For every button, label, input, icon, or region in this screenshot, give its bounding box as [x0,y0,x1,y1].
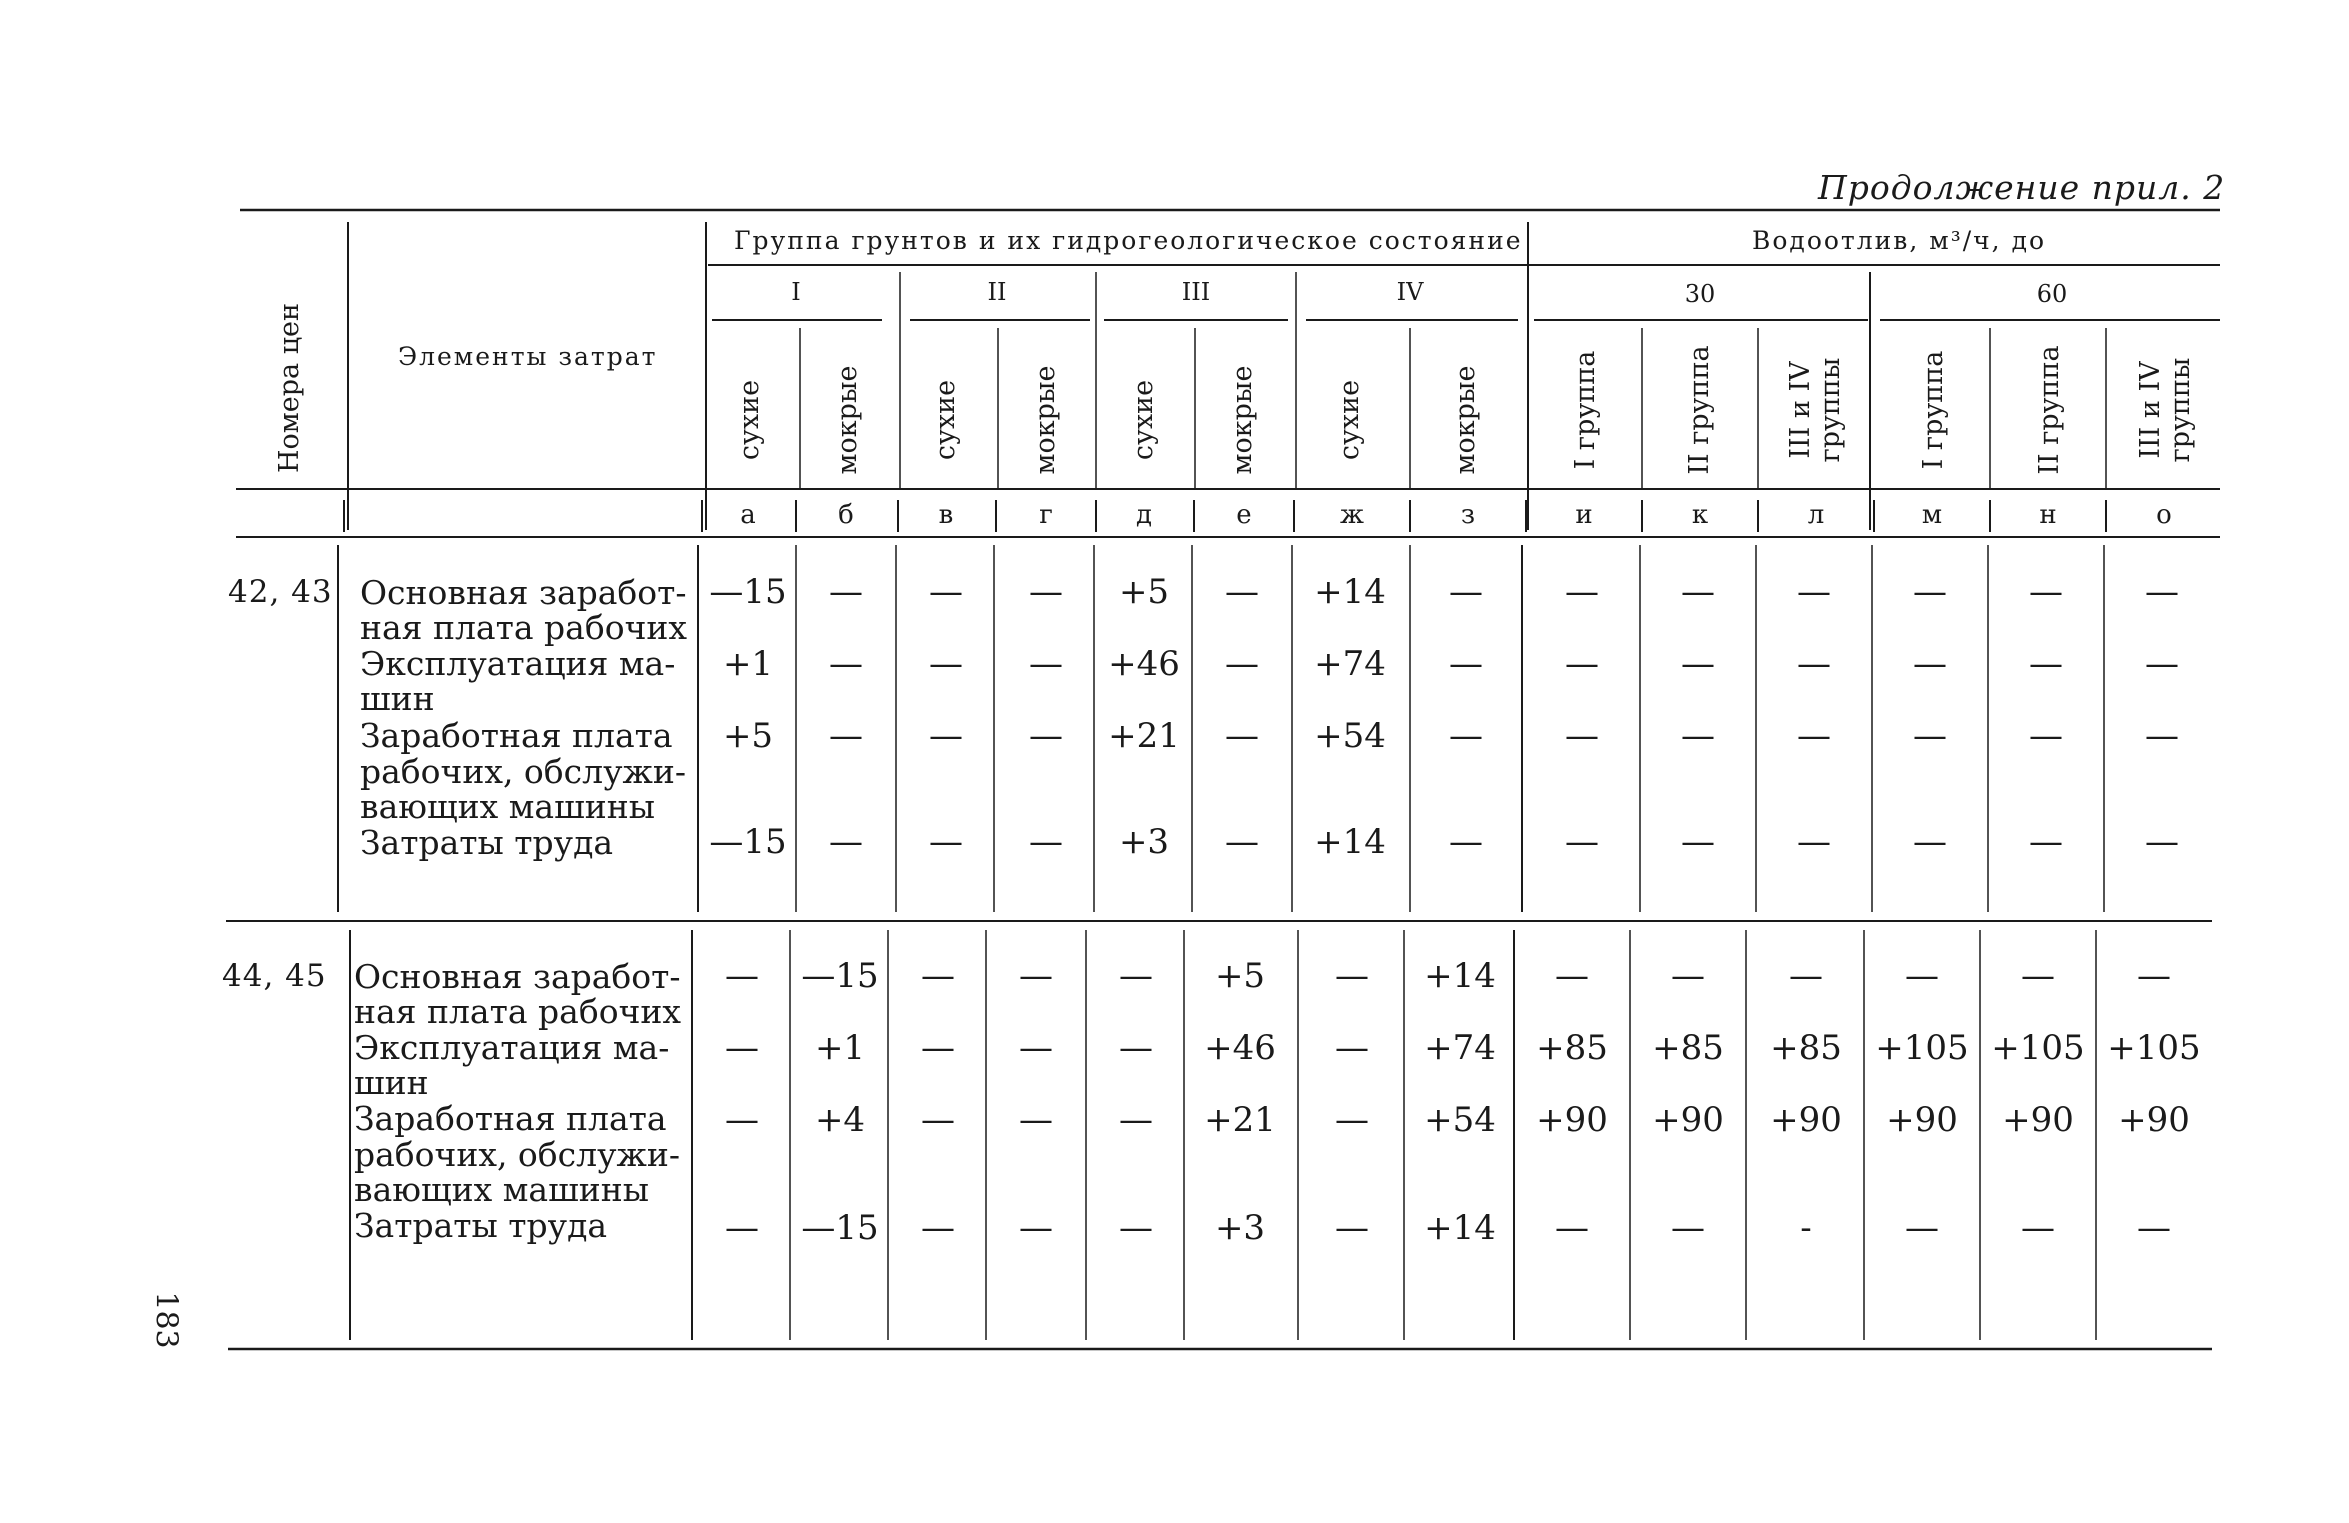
soil-group-heading: Группа грунтов и их гидрогеологическое состояние [734,226,1523,255]
table-cell: — [1565,572,1599,612]
table-cell: — [1905,1208,1939,1248]
table-cell: — [1029,644,1063,684]
table-cell: — [929,644,963,684]
table-cell: —15 [709,822,787,862]
table-cell: +3 [1118,822,1170,862]
table-cell: — [921,956,955,996]
table-cell: — [1335,1100,1369,1140]
table-cell: — [2145,644,2179,684]
table-cell: — [1681,644,1715,684]
table-cell: —15 [801,1208,879,1248]
cost-element-text: рабочих, обслужи- [360,752,687,791]
table-cell: — [829,716,863,756]
table-cell: +90 [2002,1100,2074,1140]
cost-element-text: шин [360,679,435,718]
table-cell: — [1565,716,1599,756]
page-number: 183 [148,1291,184,1349]
cost-element-text: вающих машины [360,787,656,826]
table-cell: — [1681,572,1715,612]
column-letter: ж [1340,500,1364,530]
table-cell: +90 [1652,1100,1724,1140]
table-cell: — [1797,822,1831,862]
table-cell: — [1029,716,1063,756]
table-cell: +1 [814,1028,866,1068]
table-cell: +46 [1204,1028,1276,1068]
table-cell: +3 [1214,1208,1266,1248]
table-cell: +74 [1314,644,1386,684]
cost-element-text: вающих машины [354,1170,650,1209]
table-cell: +85 [1536,1028,1608,1068]
table-cell: — [1225,572,1259,612]
table-cell: — [2137,1208,2171,1248]
cost-element-text: шин [354,1063,429,1102]
table-cell: +105 [1875,1028,1969,1068]
table-cell: — [2029,716,2063,756]
cost-element-text: Основная заработ- [354,957,681,996]
table-cell: +14 [1314,822,1386,862]
cost-element-text: Эксплуатация ма- [360,644,676,683]
table-cell: — [1225,716,1259,756]
drainage-group-heading: II группа [1684,345,1715,475]
table-cell: — [1797,572,1831,612]
soil-state-heading: сухие [1128,379,1159,461]
table-cell: +85 [1652,1028,1724,1068]
table-cell: — [2029,572,2063,612]
table-cell: — [2021,956,2055,996]
table-cell: +5 [1118,572,1170,612]
table-cell: +14 [1424,1208,1496,1248]
table-cell: +14 [1424,956,1496,996]
table-cell: — [1913,716,1947,756]
soil-state-heading: мокрые [1450,365,1481,475]
table-cell: — [2145,716,2179,756]
table-cell: +54 [1424,1100,1496,1140]
table-cell: — [1913,572,1947,612]
table-cell: — [1449,644,1483,684]
block2-price-number: 44, 45 [222,958,327,994]
table-cell: +90 [1536,1100,1608,1140]
continuation-title: Продолжение прил. 2 [1818,168,2226,207]
column-letter: л [1807,500,1825,530]
drainage-group-heading: III и IV группы [1785,357,1846,463]
table-cell: +105 [1991,1028,2085,1068]
column-letter: б [838,500,854,530]
cost-element-text: Затраты труда [354,1206,608,1245]
table-cell: — [1335,1208,1369,1248]
table-cell: — [1681,716,1715,756]
table-cell: +4 [814,1100,866,1140]
table-cell: +46 [1108,644,1180,684]
column-letter: и [1575,500,1593,530]
table-cell: — [1335,956,1369,996]
cost-element-text: ная плата рабочих [354,992,681,1031]
column-letter: е [1236,500,1252,530]
column-letter: в [938,500,954,530]
cost-element-text: рабочих, обслужи- [354,1135,681,1174]
table-cell: +5 [1214,956,1266,996]
table-cell: — [921,1100,955,1140]
soil-state-heading: мокрые [1227,365,1258,475]
table-cell: +14 [1314,572,1386,612]
table-cell: — [1225,822,1259,862]
soil-state-heading: мокрые [1030,365,1061,475]
table-cell: — [1671,956,1705,996]
table-cell: —15 [709,572,787,612]
drainage-heading: Водоотлив, м³/ч, до [1752,226,2047,255]
table-cell: — [829,822,863,862]
soil-group-numeral: II [987,278,1007,306]
cost-element-text: Заработная плата [360,716,673,755]
table-cell: — [1789,956,1823,996]
table-cell: — [1029,572,1063,612]
table-cell: +90 [1770,1100,1842,1140]
table-cell: — [1019,956,1053,996]
table-cell: — [929,822,963,862]
column-letter: д [1135,500,1153,530]
cost-element-text: Заработная плата [354,1099,667,1138]
table-cell: +5 [722,716,774,756]
cost-element-text: Основная заработ- [360,573,687,612]
column-letter: г [1039,500,1053,530]
table-cell: +90 [2118,1100,2190,1140]
table-cell: — [1797,716,1831,756]
table-cell: — [1029,822,1063,862]
drainage-group-heading: II группа [2034,345,2065,475]
soil-state-heading: сухие [1334,379,1365,461]
table-cell: — [2029,644,2063,684]
table-cell: — [929,572,963,612]
cost-element-text: ная плата рабочих [360,608,687,647]
drainage-group-heading: III и IV группы [2135,357,2196,463]
cost-elements-heading: Элементы затрат [398,342,658,371]
table-cell: — [1449,572,1483,612]
table-cell: — [1797,644,1831,684]
table-cell: —15 [801,956,879,996]
table-cell: — [1565,822,1599,862]
cost-element-text: Затраты труда [360,823,614,862]
table-cell: +54 [1314,716,1386,756]
column-letter: м [1921,500,1943,530]
column-letter: з [1460,500,1476,530]
table-cell: +105 [2107,1028,2201,1068]
table-cell: — [2137,956,2171,996]
column-letter: к [1691,500,1709,530]
table-cell: — [725,1028,759,1068]
drainage-group-heading: I группа [1570,350,1601,470]
table-cell: — [1335,1028,1369,1068]
table-cell: — [921,1028,955,1068]
table-cell: — [829,644,863,684]
drainage-rate: 60 [2036,280,2068,308]
table-cell: — [1565,644,1599,684]
soil-group-numeral: III [1181,278,1211,306]
table-cell: — [2145,822,2179,862]
table-cell: — [1449,822,1483,862]
table-cell: +85 [1770,1028,1842,1068]
table-cell: +1 [722,644,774,684]
table-cell: — [2145,572,2179,612]
table-cell: — [1019,1208,1053,1248]
table-cell: — [1225,644,1259,684]
column-letter: о [2156,500,2172,530]
table-cell: — [1119,1100,1153,1140]
soil-state-heading: сухие [734,379,765,461]
column-letter: н [2039,500,2057,530]
table-cell: — [1555,1208,1589,1248]
drainage-group-heading: I группа [1918,350,1949,470]
table-cell: — [929,716,963,756]
drainage-rate: 30 [1684,280,1716,308]
table-cell: — [2029,822,2063,862]
block1-price-number: 42, 43 [228,574,333,610]
soil-state-heading: мокрые [832,365,863,475]
column-letter: а [740,500,756,530]
table-cell: +74 [1424,1028,1496,1068]
table-cell: — [725,1208,759,1248]
table-cell: — [1913,644,1947,684]
table-cell: — [1449,716,1483,756]
table-cell: — [725,1100,759,1140]
table-cell: — [921,1208,955,1248]
table-cell: — [725,956,759,996]
table-cell: — [1119,956,1153,996]
table-cell: — [829,572,863,612]
soil-group-numeral: I [791,278,801,306]
table-cell: — [1671,1208,1705,1248]
table-cell: +90 [1886,1100,1958,1140]
table-cell: — [1555,956,1589,996]
table-cell: — [1913,822,1947,862]
cost-element-text: Эксплуатация ма- [354,1028,670,1067]
table-cell: — [1905,956,1939,996]
table-cell: — [1681,822,1715,862]
price-numbers-heading: Номера цен [274,302,305,474]
table-cell: +21 [1108,716,1180,756]
table-cell: — [2021,1208,2055,1248]
table-cell: — [1019,1100,1053,1140]
table-cell: +21 [1204,1100,1276,1140]
soil-group-numeral: IV [1396,278,1424,306]
table-cell: — [1019,1028,1053,1068]
table-cell: - [1800,1208,1812,1248]
table-cell: — [1119,1208,1153,1248]
soil-state-heading: сухие [930,379,961,461]
table-cell: — [1119,1028,1153,1068]
